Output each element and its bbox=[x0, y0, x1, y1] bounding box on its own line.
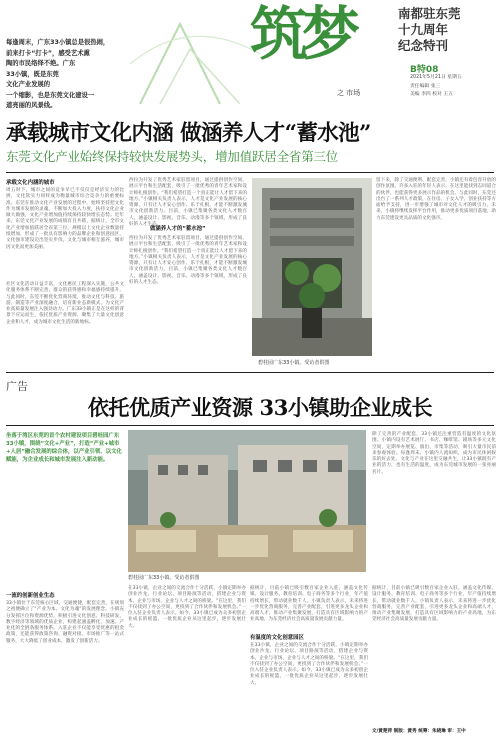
main-headline: 承载城市文化内涵 做涵养人才“蓄水池” bbox=[6, 121, 371, 146]
article-column: 据统计，目前小镇已吸引数百家企业入驻，涵盖文化传媒、设计服务、教育培训、电子商务等多个行业，年产值持续增长，带动就业数千人。小镇负责人表示，未来将进一步优化营商服务，完善产业配套，引进更多龙头企业和高端人才，推动产业集聚发展，打造具有区域影响力的产业高地，为东莞经济社会高质量发展贡献力量。 bbox=[372, 586, 496, 623]
photo-caption: 碧桂园广东33小镇。受访者供图 bbox=[128, 575, 200, 581]
article-column: 据统计，目前小镇已吸引数百家企业入驻，涵盖文化传媒、设计服务、教育培训、电子商务等多个行业，年产值持续增长，带动就业数千人。小镇负责人表示，未来将进一步优化营商服务，完善产业配套，引进更多龙头企业和高端人才，推动产业集聚发展，打造具有区域影响力的产业高地，为东莞经济社会高质量发展贡献力量。 bbox=[250, 586, 368, 623]
intro-line: 一个缩影，也是东莞文化建设一 bbox=[6, 91, 95, 99]
article-column: 除了完善的产业配套，33小镇还注重营造有温度的文化氛围。小镇内设有艺术展厅、书店、咖啡馆、剧场等多元文化空间，定期举办展览、演出、市集等活动，吸引大量市民前来参观体验。每逢周末，小镇内人流如织，成为市民休闲娱乐的好去处。文化与产业在这里交融共生，让33小镇既有产业的活力，也有生活的温度，成为东莞城市发展的一张亮丽名片。 bbox=[372, 432, 496, 475]
main-subheadline: 东莞文化产业始终保持较快发展势头，增加值跃居全省第三位 bbox=[6, 149, 339, 164]
intro-line: 道亮丽的风景线。 bbox=[6, 102, 57, 109]
second-lead: 坐落于湾区东莞的首个农村建设项目碧桂园广东33小镇，围绕“文化+产业”，打造“产业+城市+人居”融合发展的综合体，以产业引领、以文化赋能，为企业成长和城市发展注入新动能。 bbox=[6, 433, 122, 463]
article-photo bbox=[128, 430, 366, 572]
masthead-slogan bbox=[398, 6, 496, 54]
section-title: 做涵养人才的“蓄水池” bbox=[150, 226, 206, 232]
intro-line: 每逢周末，广东33小镇总是很热闹， bbox=[6, 39, 110, 46]
byline: 文/黄楚萍 制版：黄秀 统筹：朱晓琳 审：王中 bbox=[372, 729, 466, 734]
town-illustration bbox=[128, 430, 366, 572]
masthead-decoration bbox=[120, 4, 270, 114]
ad-label: 广告 bbox=[6, 380, 28, 393]
slogan-line: 纪念特刊 bbox=[398, 38, 449, 53]
meta-line: 责任编辑 张三 bbox=[410, 83, 441, 89]
section-title: 有温度的文化创意园区 bbox=[250, 635, 304, 641]
article-column: 在33小镇，企业之间的交流合作十分活跃，小镇定期举办创业沙龙、行业论坛、项目路演等活动，搭建企业与资本、企业与市场、企业与人才之间的桥梁。“在这里，我们不仅找到了办公空间，更找到了合作伙伴和发展机会。”一位入驻企业负责人表示。如今，33小镇已成为众多初创企业成长的摇篮，一批优质企业从这里起步，逐步发展壮大。 bbox=[250, 643, 368, 686]
intro-line: 文化产业发展的 bbox=[6, 81, 51, 88]
page-code: B特08 bbox=[410, 65, 439, 75]
section-title: 一流的创新创业生态 bbox=[6, 593, 55, 599]
masthead-logo: 筑梦 bbox=[250, 0, 355, 68]
article-column: 社区文化活动日益丰富，文化惠民工程深入实施，公共文化服务体系不断完善，群众的获得感和幸福感持续提升。与此同时，东莞不断优化营商环境，推动文化与科技、旅游、制造等产业深度融合，培育新业态新模式，为文化产业高质量发展注入强劲动力。广东33小镇正是在这样的背景下应运而生，依托优质产业资源，聚集了大量文化创意企业和人才，成为城市文化生活的新地标。 bbox=[6, 282, 124, 325]
second-headline: 依托优质产业资源 33小镇助企业成长 bbox=[87, 395, 433, 420]
divider bbox=[6, 425, 494, 426]
slogan-line: 十九周年 bbox=[398, 22, 449, 37]
article-column: 周五时下，城市之间的竞争早已不仅仅是经济实力的比拼，文化软实力同样成为衡量城市综合竞争力的重要标准。东莞在推动文化产业发展的过程中，始终坚持把文化作为城市发展的灵魂，不断加大投入力度，扶持文化企业做大做强，文化产业增加值持续保持较快增长态势。近年来，东莞文化产业发展的成绩有目共睹，据统计，全市文化产业增加值跃居全省第三位，规模以上文化企业数量持续增加，形成了一批具有影响力的品牌企业和创意园区，文化强市建设迈出坚实步伐。文化与城市相互滋养，城市因文化而更加美丽。 bbox=[6, 188, 124, 250]
section-title: 承载文化内涵的城市 bbox=[6, 180, 55, 186]
divider bbox=[6, 172, 494, 173]
article-column: 留下来，除了交通便利、配套完善，小镇还有着包容开放的创作氛围。许多入驻的年轻人表示，在这里能找到志同道合的伙伴，也能获得更多展示作品的机会。与此同时，东莞还出台了一系列人才政策，在住房、子女入学、创业扶持等方面给予支持，进一步增强了城市对文化人才的吸引力。未来，小镇将继续发挥平台作用，推动更多优质项目落地，助力东莞建设更具品质的文化强市。 bbox=[376, 178, 496, 221]
divider bbox=[6, 372, 494, 373]
intro-line: 前来打卡“打卡”，感受艺术熏 bbox=[6, 49, 90, 57]
building-illustration bbox=[252, 178, 372, 356]
masthead-meta bbox=[410, 74, 498, 100]
masthead-intro bbox=[6, 38, 116, 112]
slogan-line: 南都驻东莞 bbox=[398, 6, 461, 21]
article-column: 西拉为开发了优秀艺术家驻留项目，通过提供创作空间、展示平台和生活配套，吸引了一批优秀的青年艺术家和设计师扎根创作。“我们希望打造一个真正能让人才留下来的地方。”小镇相关负责人表示，人才是文化产业发展的核心资源，只有让人才安心创作、乐于扎根，才能不断激发城市文化创新活力。目前，小镇已集聚各类文化人才数百人，涵盖设计、影视、音乐、动漫等多个领域，形成了良好的人才生态。 bbox=[129, 236, 247, 286]
intro-line: 陶的市民络绎不绝。广东 bbox=[6, 60, 76, 67]
photo-caption: 碧桂园广东33小镇。受访者供图 bbox=[258, 360, 330, 366]
meta-line: 2021年5月21日 星期五 bbox=[410, 75, 462, 80]
article-column: 西拉为开发了优秀艺术家驻留项目，通过提供创作空间、展示平台和生活配套，吸引了一批优秀的青年艺术家和设计师扎根创作。“我们希望打造一个真正能让人才留下来的地方。”小镇相关负责人表示，人才是文化产业发展的核心资源，只有让人才安心创作、乐于扎根，才能不断激发城市文化创新活力。目前，小镇已集聚各类文化人才数百人，涵盖设计、影视、音乐、动漫等多个领域，形成了良好的人才生态。 bbox=[129, 178, 247, 228]
article-photo bbox=[252, 178, 372, 356]
article-column: 33小镇位于东莞核心区域，交通便捷，配套完善，在规划之初便确立了“产业为本、文化为魂”的发展理念。小镇充分发挥区位和资源优势，积极引进文化创意、科技研发、数字经济等领域的优质企业，构建起涵盖孵化、加速、产业化的全链条服务体系。入驻企业不仅能享受优惠的租金政策，还能获得政策咨询、融资对接、市场推广等一站式服务，大大降低了创业成本，激发了创新活力。 bbox=[6, 601, 124, 644]
masthead-logo-tag: 之 市场 bbox=[337, 89, 361, 97]
meta-line: 美编 李四 校对 王五 bbox=[410, 92, 453, 97]
intro-line: 33小镇，既是东莞 bbox=[6, 70, 59, 78]
article-column: 在33小镇，企业之间的交流合作十分活跃，小镇定期举办创业沙龙、行业论坛、项目路演等活动，搭建企业与资本、企业与市场、企业与人才之间的桥梁。“在这里，我们不仅找到了办公空间，更找到了合作伙伴和发展机会。”一位入驻企业负责人表示。如今，33小镇已成为众多初创企业成长的摇篮，一批优质企业从这里起步，逐步发展壮大。 bbox=[128, 586, 246, 629]
